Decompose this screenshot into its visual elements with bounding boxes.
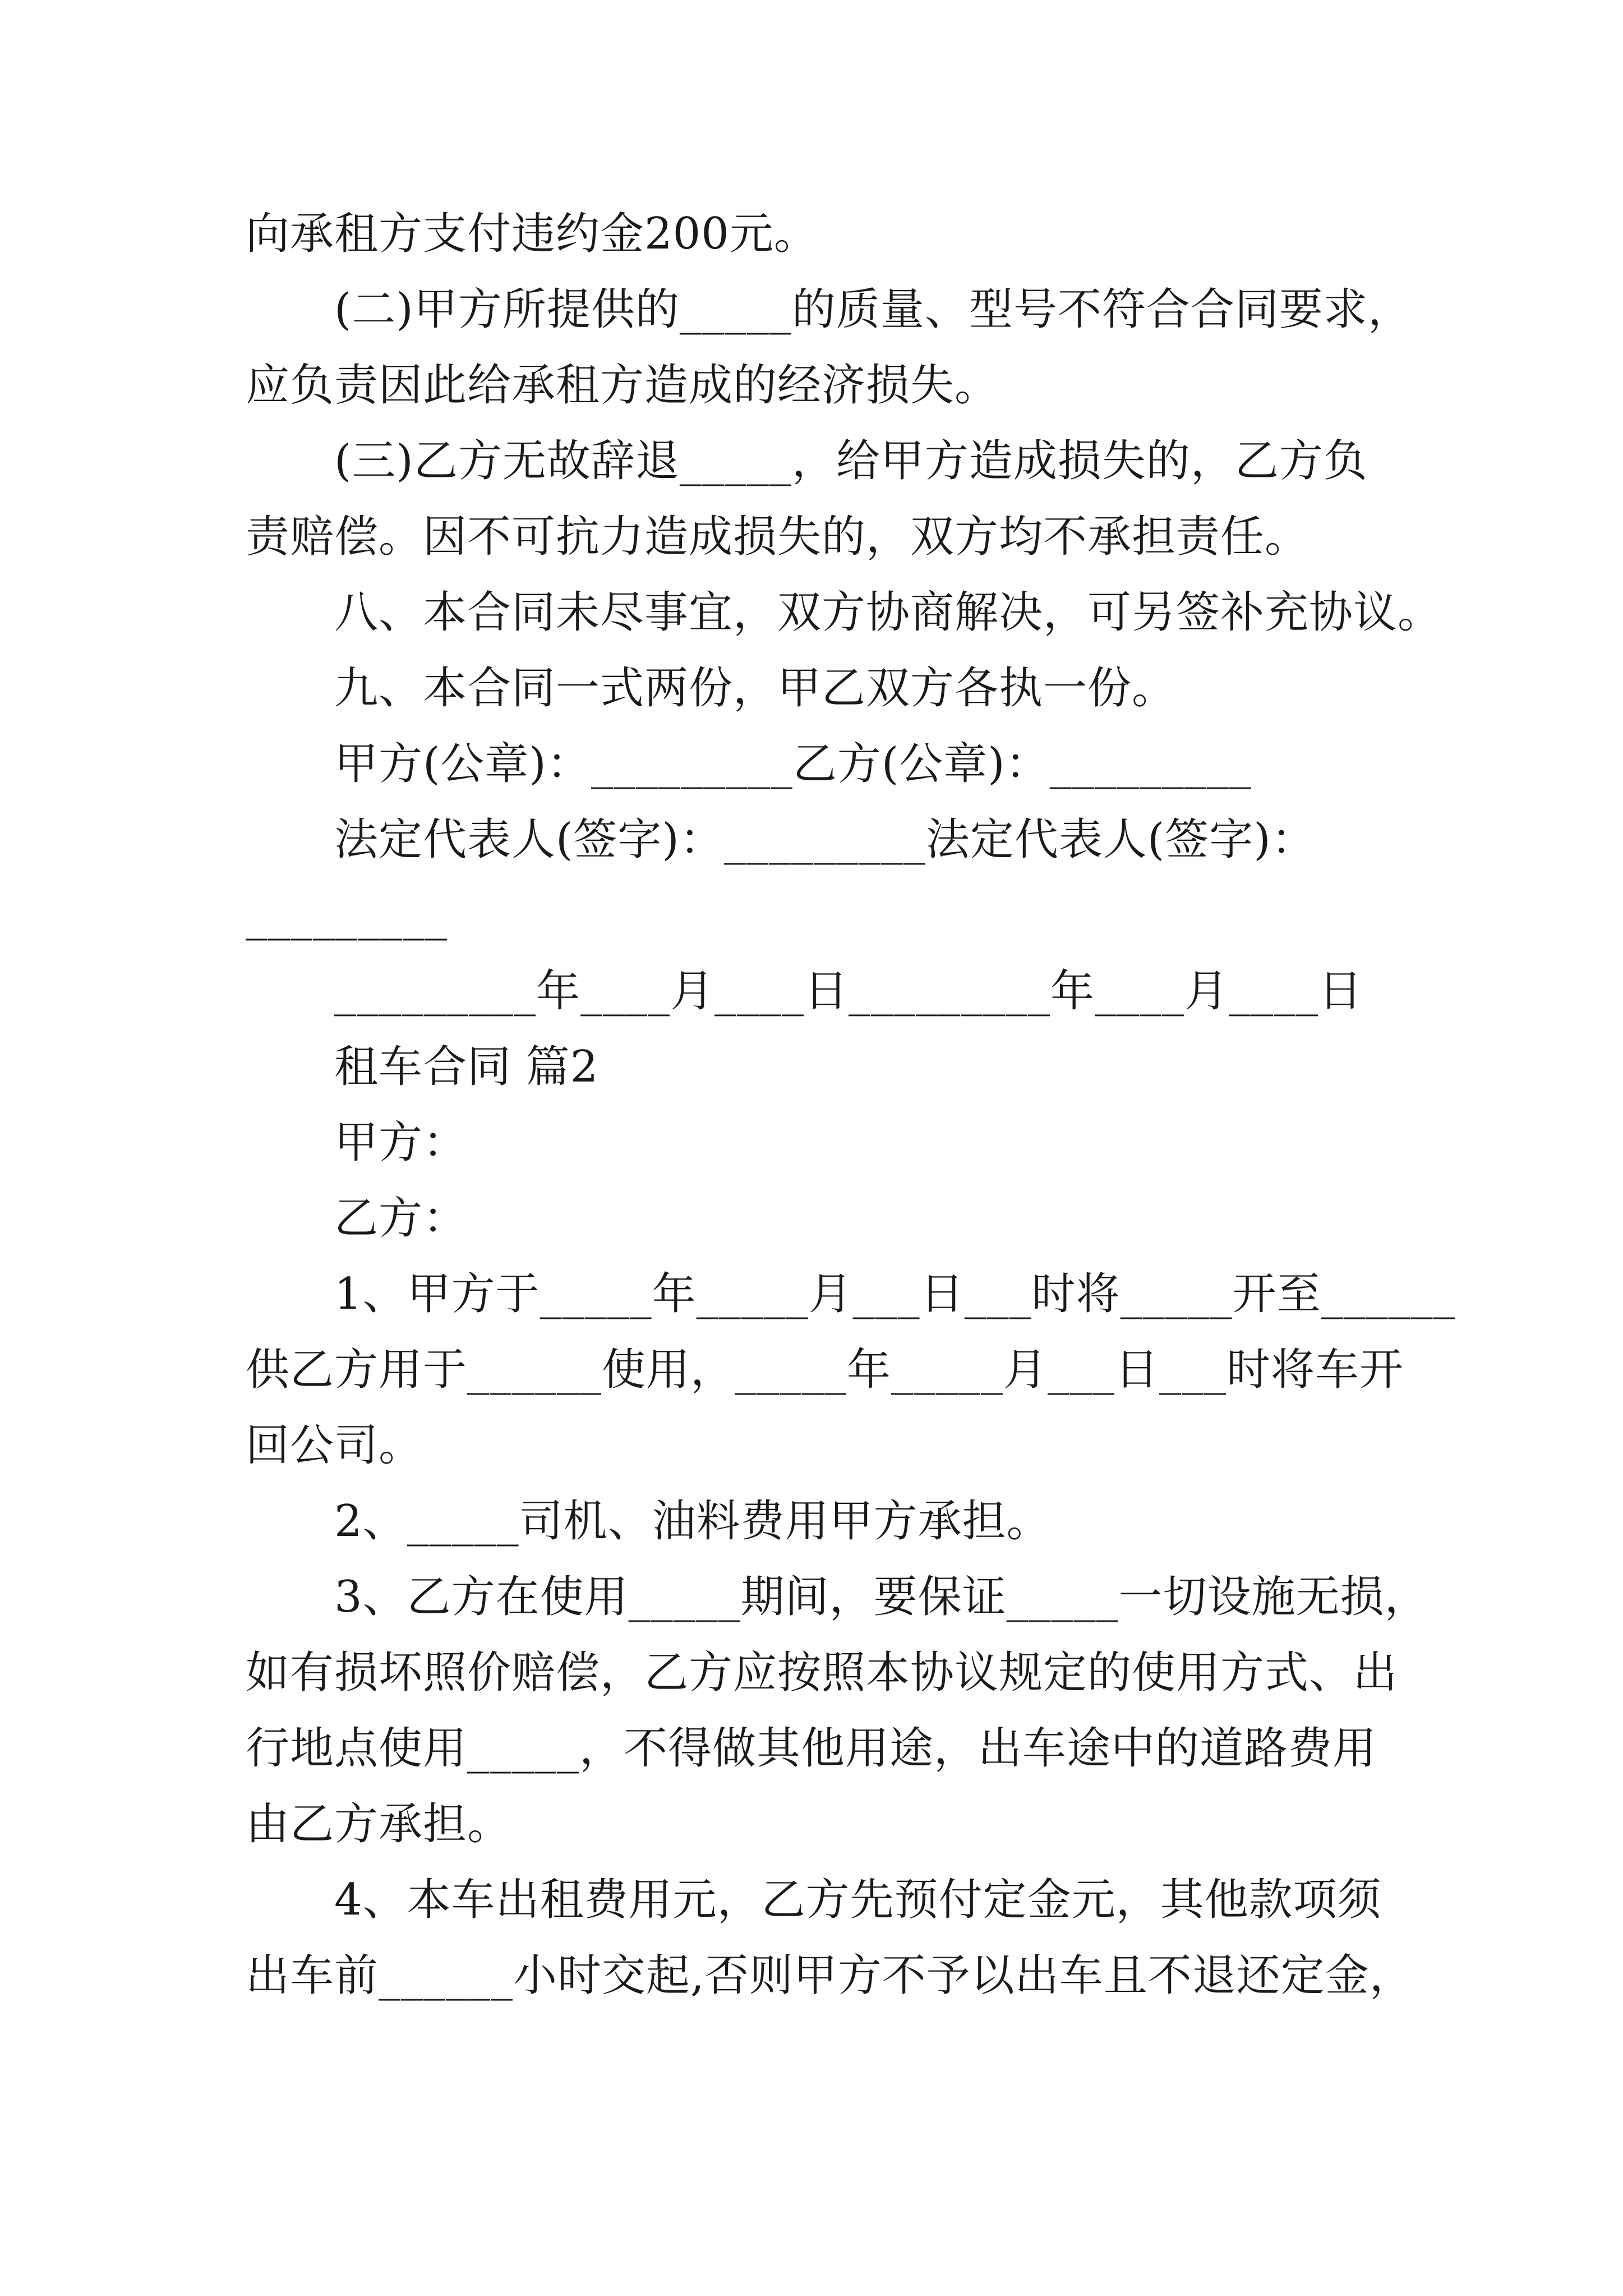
text-line: 乙方： — [334, 1193, 468, 1244]
text-line: 回公司。 — [246, 1420, 423, 1471]
text-line: 4、本车出租费用元，乙方先预付定金元，其他款项须 — [334, 1875, 1382, 1925]
text-line: 甲方： — [334, 1117, 468, 1168]
text-line: (二)甲方所提供的_____的质量、型号不符合合同要求， — [334, 284, 1412, 335]
text-line: _________ — [246, 890, 448, 941]
text-line: 1、甲方于_____年_____月___日___时将_____开至______ — [334, 1269, 1456, 1319]
text-line: (三)乙方无故辞退_____，给甲方造成损失的，乙方负 — [334, 436, 1368, 486]
text-line: 出车前______小时交起,否则甲方不予以出车且不退还定金， — [246, 1950, 1414, 2001]
text-line: 甲方(公章)：_________乙方(公章)：_________ — [334, 739, 1252, 789]
text-line: 法定代表人(签字)：_________法定代表人(签字)： — [334, 815, 1316, 865]
document-body — [246, 196, 1456, 2014]
text-line: _________年____月____日_________年____月____日 — [334, 966, 1363, 1016]
text-line: 3、乙方在使用_____期间，要保证_____一切设施无损， — [334, 1572, 1429, 1622]
text-line: 九、本合同一式两份，甲乙双方各执一份。 — [334, 663, 1177, 714]
text-line: 2、_____司机、油料费用甲方承担。 — [334, 1496, 1051, 1547]
text-line: 八、本合同未尽事宜，双方协商解决，可另签补充协议。 — [334, 587, 1442, 638]
text-line: 责赔偿。因不可抗力造成损失的，双方均不承担责任。 — [246, 512, 1310, 562]
text-line: 向承租方支付违约金200元。 — [246, 209, 818, 259]
text-line: 供乙方用于______使用，_____年_____月___日___时将车开 — [246, 1345, 1404, 1395]
text-line: 如有损坏照价赔偿，乙方应按照本协议规定的使用方式、出 — [246, 1648, 1398, 1698]
text-line: 应负责因此给承租方造成的经济损失。 — [246, 360, 999, 411]
text-line: 租车合同 篇2 — [334, 1042, 599, 1092]
text-line: 行地点使用_____，不得做其他用途，出车途中的道路费用 — [246, 1723, 1377, 1774]
text-line: 由乙方承担。 — [246, 1799, 512, 1849]
